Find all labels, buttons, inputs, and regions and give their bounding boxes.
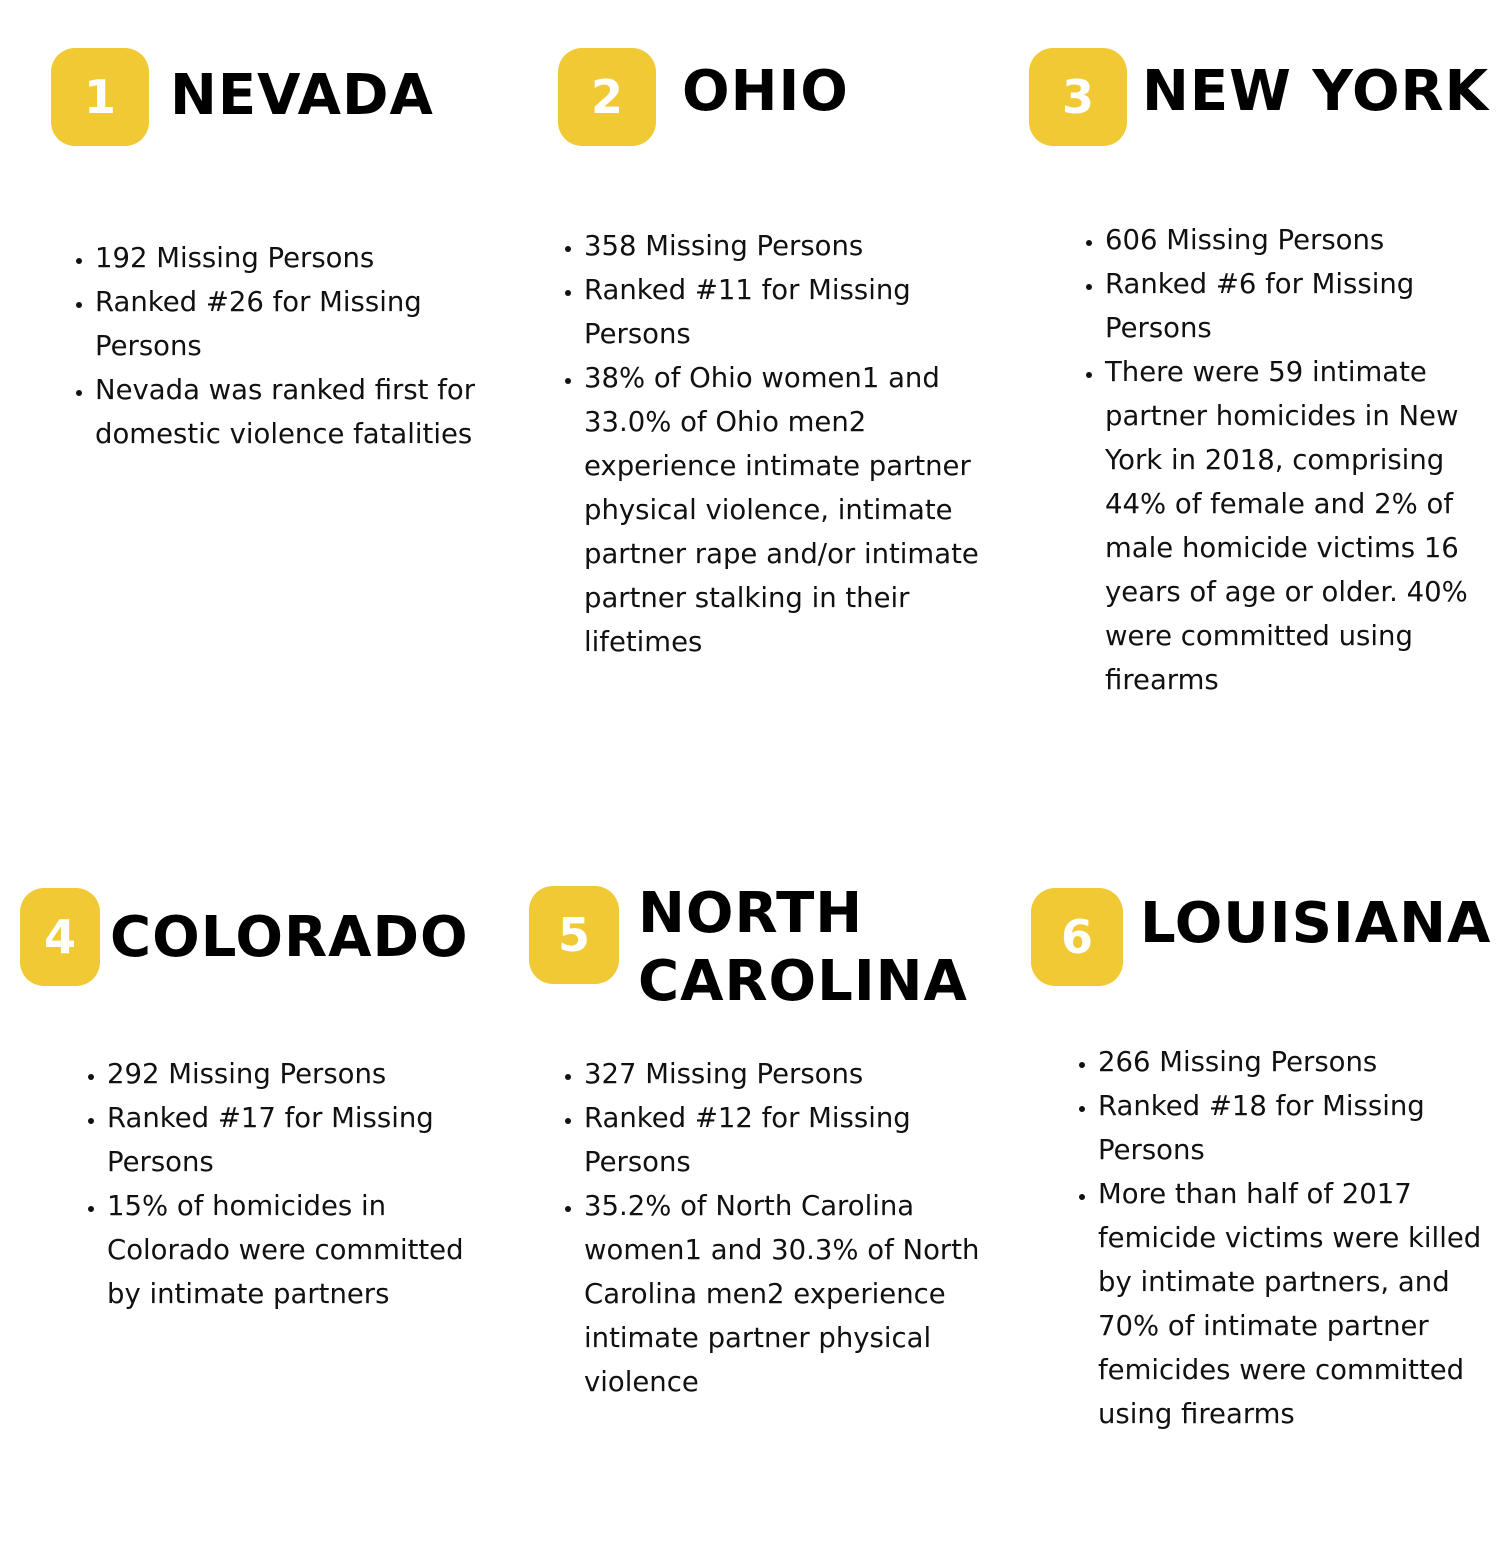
rank-badge: 2 xyxy=(558,48,656,146)
fact-list xyxy=(63,1052,487,1316)
fact-item: • 35.2% of North Carolina women1 and 30.3% of North Carolina men2 experience intimate partner physical violence xyxy=(584,1184,1014,1404)
fact-item: • 292 Missing Persons xyxy=(107,1052,487,1096)
state-title xyxy=(110,904,469,972)
fact-item: • Ranked #18 for Missing Persons xyxy=(1098,1084,1498,1172)
fact-item: • 606 Missing Persons xyxy=(1105,218,1495,262)
state-title xyxy=(170,62,434,130)
fact-item: • 38% of Ohio women1 and 33.0% of Ohio men2 experience intimate partner physical violence, intimate partner rape and/or intimate partner stalking in their lifetimes xyxy=(584,356,1024,664)
fact-item: • Nevada was ranked first for domestic violence fatalities xyxy=(95,368,495,456)
fact-item: • 266 Missing Persons xyxy=(1098,1040,1498,1084)
rank-badge: 6 xyxy=(1031,888,1123,986)
fact-item: • 192 Missing Persons xyxy=(95,236,495,280)
state-title xyxy=(638,880,968,1016)
fact-item: • Ranked #26 for Missing Persons xyxy=(95,280,495,368)
fact-item: • Ranked #11 for Missing Persons xyxy=(584,268,1024,356)
state-title-line: NORTH xyxy=(638,881,864,946)
fact-item: • 327 Missing Persons xyxy=(584,1052,1014,1096)
rank-badge: 3 xyxy=(1029,48,1127,146)
fact-item: • More than half of 2017 femicide victims were killed by intimate partners, and 70% of intimate partner femicides were committed using firearms xyxy=(1098,1172,1498,1436)
state-title-line: LOUISIANA xyxy=(1140,891,1492,956)
state-title-line: COLORADO xyxy=(110,905,469,970)
fact-list xyxy=(540,1052,1014,1404)
rank-badge: 1 xyxy=(51,48,149,146)
fact-item: • 15% of homicides in Colorado were committed by intimate partners xyxy=(107,1184,487,1316)
state-title xyxy=(682,58,849,126)
state-title-line: NEW YORK xyxy=(1142,59,1490,124)
fact-item: • 358 Missing Persons xyxy=(584,224,1024,268)
fact-item: • There were 59 intimate partner homicides in New York in 2018, comprising 44% of female and 2% of male homicide victims 16 years of age or older. 40% were committed using firearms xyxy=(1105,350,1495,702)
fact-list xyxy=(1061,218,1495,702)
fact-list xyxy=(1054,1040,1498,1436)
state-title-line: OHIO xyxy=(682,59,849,124)
rank-badge: 5 xyxy=(529,886,619,984)
state-title-line: CAROLINA xyxy=(638,949,968,1014)
state-title xyxy=(1140,890,1491,958)
fact-item: • Ranked #6 for Missing Persons xyxy=(1105,262,1495,350)
fact-list xyxy=(540,224,1024,664)
fact-list xyxy=(51,236,495,456)
fact-item: • Ranked #17 for Missing Persons xyxy=(107,1096,487,1184)
state-title xyxy=(1142,58,1489,126)
state-title-line: NEVADA xyxy=(170,63,434,128)
fact-item: • Ranked #12 for Missing Persons xyxy=(584,1096,1014,1184)
rank-badge: 4 xyxy=(20,888,100,986)
